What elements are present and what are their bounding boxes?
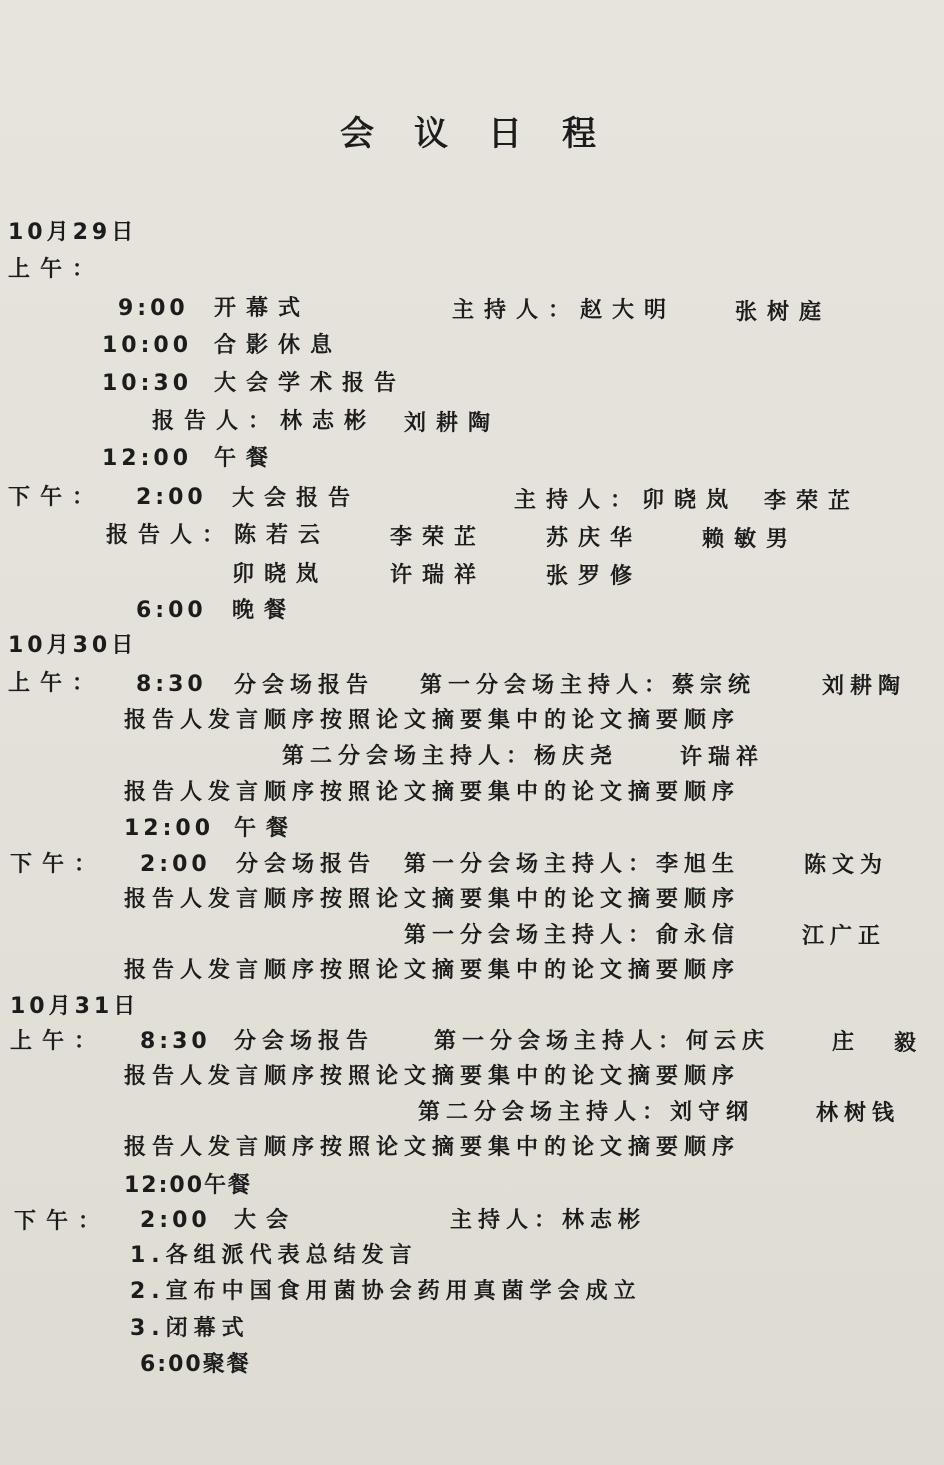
agenda-item: 3.闭幕式 [130, 1316, 250, 1341]
host: 江广正 [802, 924, 887, 949]
order-note: 报告人发言顺序按照论文摘要集中的论文摘要顺序 [124, 1064, 741, 1089]
time: 12:00 [124, 816, 215, 841]
reporter: 刘耕陶 [404, 411, 501, 436]
host: 张树庭 [735, 300, 832, 325]
host: 许瑞祥 [680, 745, 765, 770]
session-label: 下午： [14, 1209, 111, 1234]
agenda-item: 1.各组派代表总结发言 [130, 1243, 418, 1268]
host: 第一分会场主持人：何云庆 [434, 1029, 771, 1054]
host: 第二分会场主持人：刘守纲 [418, 1100, 755, 1125]
order-note: 报告人发言顺序按照论文摘要集中的论文摘要顺序 [124, 887, 741, 912]
time: 2:00 [140, 852, 211, 877]
host: 林树钱 [816, 1101, 901, 1126]
session-label: 下午： [10, 852, 107, 877]
event: 分会场报告 [234, 673, 375, 698]
reporters: 报告人：林志彬 [152, 409, 377, 434]
event: 12:00午餐 [124, 1173, 253, 1198]
reporter: 苏庆华 [546, 526, 643, 551]
session-label: 上午： [8, 257, 105, 282]
session-label: 上午： [10, 1029, 107, 1054]
agenda-item: 2.宣布中国食用菌协会药用真菌学会成立 [130, 1279, 642, 1304]
time: 2:00 [140, 1208, 211, 1233]
order-note: 报告人发言顺序按照论文摘要集中的论文摘要顺序 [124, 708, 741, 733]
event: 合影休息 [214, 333, 343, 358]
event: 午餐 [214, 446, 279, 471]
host: 第二分会场主持人：杨庆尧 [282, 744, 619, 769]
host: 第一分会场主持人：俞永信 [404, 923, 741, 948]
host: 庄 [832, 1030, 865, 1055]
host: 主持人：赵大明 [452, 298, 677, 323]
host: 刘耕陶 [822, 674, 907, 699]
time: 12:00 [102, 446, 193, 471]
time: 9:00 [118, 296, 189, 321]
event: 午餐 [234, 816, 299, 841]
order-note: 报告人发言顺序按照论文摘要集中的论文摘要顺序 [124, 958, 741, 983]
host: 主持人：林志彬 [450, 1208, 647, 1233]
reporter: 李荣芷 [390, 525, 487, 550]
reporter: 卯晓岚 [232, 562, 329, 587]
date-heading: 10月30日 [8, 633, 138, 658]
date-heading: 10月31日 [10, 994, 140, 1019]
event: 分会场报告 [234, 1029, 375, 1054]
time: 10:00 [102, 333, 193, 358]
date-heading: 10月29日 [8, 220, 138, 245]
time: 2:00 [136, 485, 207, 510]
host: 毅 [894, 1031, 927, 1056]
event: 分会场报告 [236, 852, 377, 877]
host: 主持人：卯晓岚 [514, 488, 739, 513]
event: 大会 [234, 1208, 299, 1233]
event: 6:00聚餐 [140, 1352, 251, 1377]
time: 6:00 [136, 598, 207, 623]
host: 陈文为 [804, 853, 889, 878]
session-label: 上午： [8, 671, 105, 696]
reporter: 许瑞祥 [390, 563, 487, 588]
host: 第一分会场主持人：蔡宗统 [420, 673, 757, 698]
page-title: 会议日程 [340, 114, 636, 154]
order-note: 报告人发言顺序按照论文摘要集中的论文摘要顺序 [124, 1135, 741, 1160]
reporter: 赖敏男 [702, 527, 799, 552]
order-note: 报告人发言顺序按照论文摘要集中的论文摘要顺序 [124, 780, 741, 805]
reporter: 张罗修 [546, 564, 643, 589]
event: 大会学术报告 [214, 371, 407, 396]
time: 8:30 [140, 1029, 211, 1054]
event: 大会报告 [232, 486, 361, 511]
time: 8:30 [136, 672, 207, 697]
host: 第一分会场主持人：李旭生 [404, 852, 741, 877]
session-label: 下午： [8, 485, 105, 510]
reporters: 报告人：陈若云 [106, 523, 331, 548]
host: 李荣芷 [764, 489, 861, 514]
time: 10:30 [102, 371, 193, 396]
event: 开幕式 [214, 296, 311, 321]
event: 晚餐 [232, 598, 297, 623]
